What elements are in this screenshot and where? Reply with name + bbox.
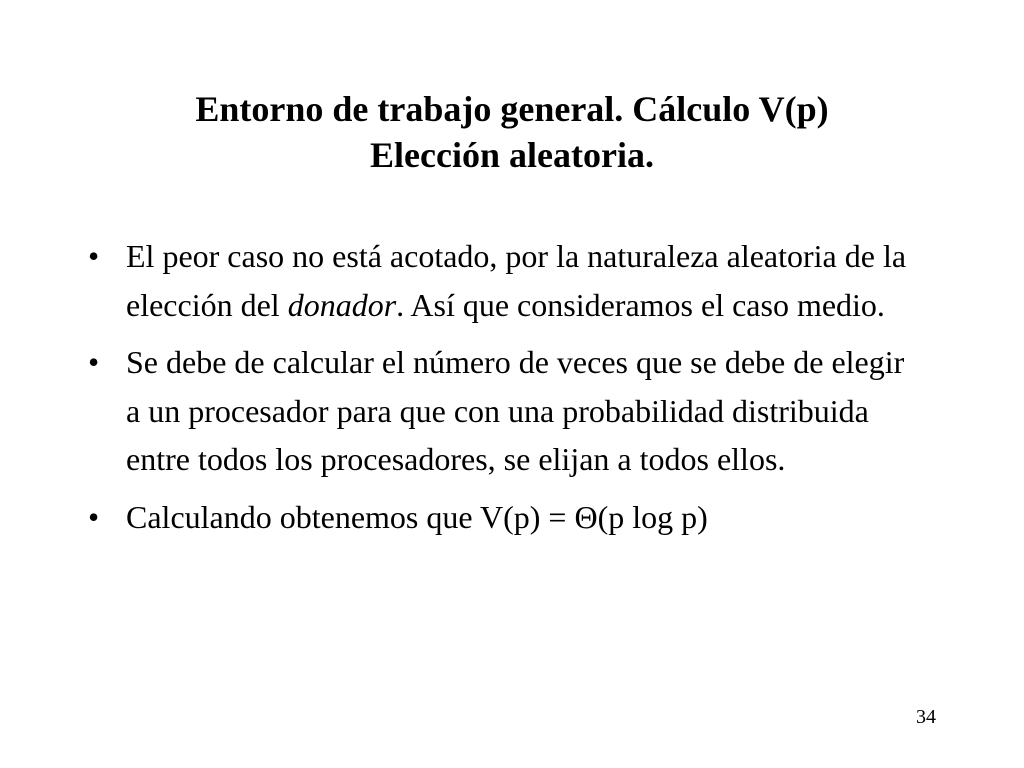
slide-title [0, 86, 1024, 178]
bullet-icon: • [88, 498, 100, 535]
bullet-icon: • [88, 238, 100, 274]
bullet-text-1-end: . Así que consideramos el caso medio. [396, 286, 885, 323]
bullet-text-1-start: El peor caso no está acotado, por la naturaleza aleatoria de la elección del [126, 238, 907, 323]
bullet-text-3: Calculando obtenemos que V(p) = Θ(p log p) [126, 498, 708, 535]
page-number: 34 [916, 706, 936, 728]
bullet-item-3 [88, 493, 908, 542]
slide-title-line-1: Entorno de trabajo general. Cálculo V(p) [195, 89, 829, 129]
bullet-text-1-emphasis: donador [287, 286, 397, 323]
bullet-item-2 [88, 338, 908, 484]
bullet-list [88, 232, 908, 550]
bullet-icon: • [88, 344, 100, 380]
bullet-item-1 [88, 232, 908, 329]
slide-title-line-2: Elección aleatoria. [370, 135, 654, 175]
bullet-text-2: Se debe de calcular el número de veces que se debe de elegir a un procesador para que con una probabilidad distribuida entre todos los procesadores, se elijan a todos ellos. [126, 344, 905, 477]
